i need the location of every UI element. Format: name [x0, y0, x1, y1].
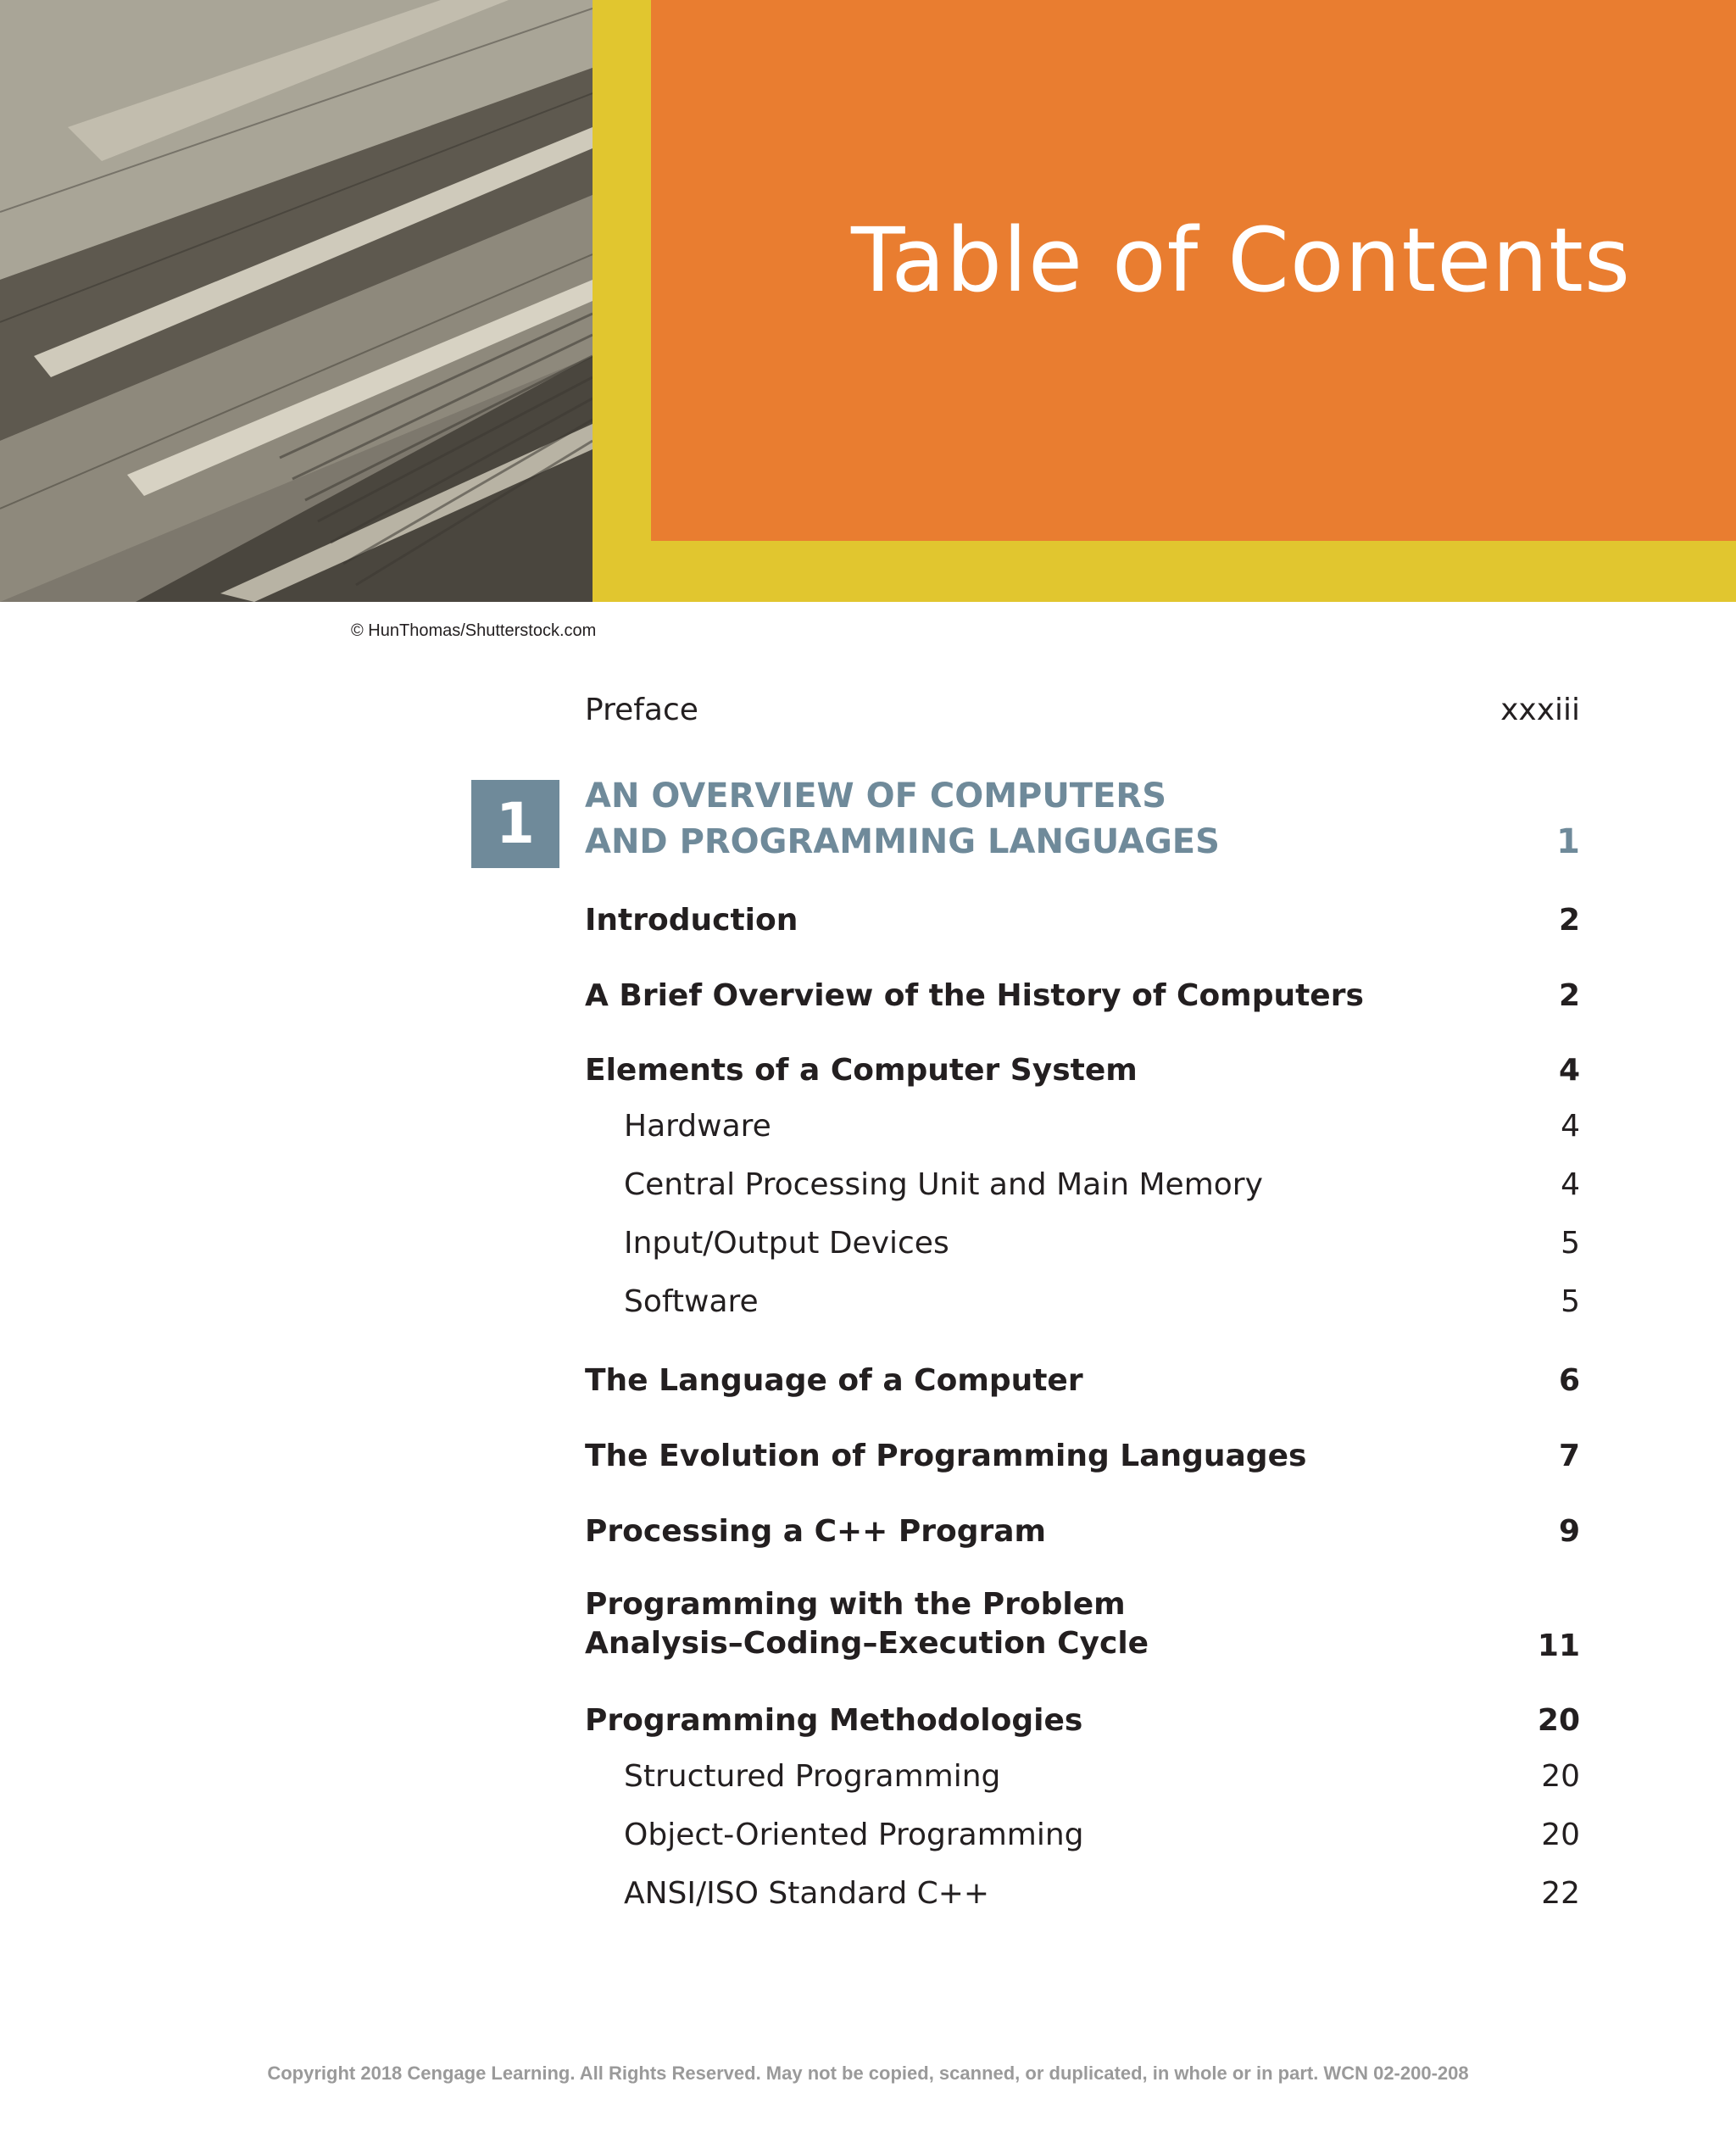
toc-entry-page: 7 [1558, 1439, 1580, 1473]
toc-entry-label: Introduction [585, 903, 798, 938]
toc-entry-label: Preface [585, 693, 698, 727]
chapter-number-badge: 1 [471, 780, 559, 868]
photo-credit: © HunThomas/Shutterstock.com [351, 621, 597, 640]
toc-entry-label: Processing a C++ Program [585, 1514, 1047, 1549]
toc-entry-page: 22 [1541, 1876, 1580, 1911]
toc-entry-page: 11 [1537, 1628, 1580, 1663]
toc-entry-page: 5 [1561, 1284, 1580, 1319]
toc-entry-page: 6 [1558, 1363, 1580, 1398]
toc-entry-page: 20 [1541, 1759, 1580, 1794]
toc-entry-page: 20 [1537, 1703, 1580, 1738]
toc-entry-label-line1: Programming with the Problem [585, 1587, 1126, 1622]
toc-entry-label: The Language of a Computer [585, 1363, 1083, 1398]
toc-entry-label: A Brief Overview of the History of Computers [585, 978, 1364, 1013]
toc-entry-label: Central Processing Unit and Main Memory [624, 1167, 1263, 1202]
toc-entry-page: 2 [1558, 978, 1580, 1013]
chapter-title-line1: AN OVERVIEW OF COMPUTERS [585, 777, 1167, 816]
toc-entry-label: Object-Oriented Programming [624, 1818, 1084, 1852]
toc-entry-label: Elements of a Computer System [585, 1053, 1138, 1088]
toc-entry-page: xxxiii [1500, 693, 1580, 727]
toc-entry-label [585, 1585, 1149, 1663]
toc-entry-label: ANSI/ISO Standard C++ [624, 1876, 990, 1911]
toc-entry-label: Software [624, 1284, 759, 1319]
chapter-title-line2: AND PROGRAMMING LANGUAGES [585, 822, 1220, 861]
toc-entry-label: Input/Output Devices [624, 1226, 949, 1261]
toc-entry-label-line2: Analysis–Coding–Execution Cycle [585, 1626, 1149, 1661]
toc-entry-page: 4 [1561, 1109, 1580, 1144]
toc-entry-label: Programming Methodologies [585, 1703, 1083, 1738]
toc-entry-page: 9 [1558, 1514, 1580, 1549]
copyright-notice: Copyright 2018 Cengage Learning. All Rights Reserved. May not be copied, scanned, or duplicated, in whole or in part. WCN 02-200-208 [267, 2063, 1469, 2084]
toc-entry-page: 2 [1558, 903, 1580, 938]
page-title: Table of Contents [851, 209, 1632, 312]
toc-entry-label: The Evolution of Programming Languages [585, 1439, 1307, 1473]
toc-entry-page: 20 [1541, 1818, 1580, 1852]
chapter-title[interactable] [585, 773, 1220, 865]
toc-entry-page: 4 [1561, 1167, 1580, 1202]
toc-entry-label: Structured Programming [624, 1759, 1001, 1794]
toc-entry-label: Hardware [624, 1109, 771, 1144]
toc-entry-page: 4 [1558, 1053, 1580, 1088]
building-facade-image [0, 0, 593, 602]
chapter-page: 1 [1556, 822, 1580, 861]
toc-entry-page: 5 [1561, 1226, 1580, 1261]
toc-entry-problem-analysis[interactable] [585, 1585, 1580, 1667]
header-photo [0, 0, 593, 602]
